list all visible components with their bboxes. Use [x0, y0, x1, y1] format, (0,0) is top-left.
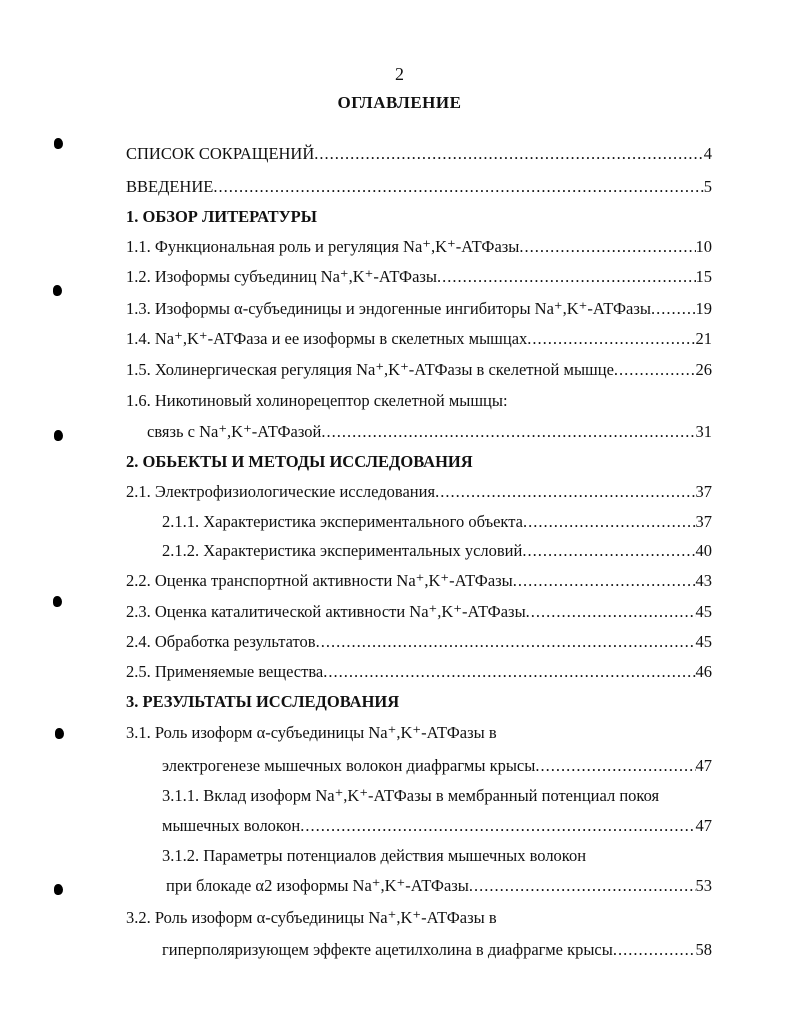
- toc-entry-3-2[interactable]: [162, 939, 712, 961]
- toc-page-number: 19: [695, 299, 712, 318]
- toc-entry-1-4[interactable]: [126, 328, 712, 350]
- leader-dots: [513, 570, 696, 592]
- leader-dots: [316, 631, 696, 653]
- toc-entry-2-2[interactable]: [126, 570, 712, 592]
- toc-page-number: 46: [695, 662, 712, 681]
- toc-entry-text: при блокаде α2 изоформы Na⁺,K⁺-АТФазы: [166, 876, 469, 895]
- toc-entry-2-4[interactable]: [126, 631, 712, 653]
- toc-page-number: 10: [695, 237, 712, 256]
- toc-entry-3-1-2-line1[interactable]: 3.1.2. Параметры потенциалов действия мышечных волокон: [162, 846, 587, 865]
- toc-entry-text: электрогенезе мышечных волокон диафрагмы крысы: [162, 756, 536, 775]
- toc-entry-text: 2.1.2. Характеристика экспериментальных условий: [162, 541, 523, 560]
- toc-page-number: 53: [695, 876, 712, 895]
- toc-entry-text: СПИСОК СОКРАЩЕНИЙ: [126, 144, 315, 163]
- toc-page-number: 37: [695, 512, 712, 531]
- leader-dots: [519, 236, 695, 258]
- toc-entry-1-5[interactable]: [126, 359, 712, 381]
- toc-entry-text: ВВЕДЕНИЕ: [126, 177, 214, 196]
- toc-entry-introduction[interactable]: [126, 176, 712, 198]
- toc-entry-text: мышечных волокон: [162, 816, 301, 835]
- leader-dots: [323, 661, 695, 683]
- leader-dots: [469, 875, 696, 897]
- toc-entry-text: 1.4. Na⁺,K⁺-АТФаза и ее изоформы в скелетных мышцах: [126, 329, 528, 348]
- leader-dots: [613, 939, 696, 961]
- toc-page-number: 31: [695, 422, 712, 441]
- toc-page-number: 4: [703, 144, 712, 163]
- leader-dots: [526, 601, 696, 623]
- toc-entry-2-1[interactable]: [126, 481, 712, 503]
- toc-entry-3-1-1[interactable]: [162, 815, 712, 837]
- page-number: 2: [395, 64, 404, 84]
- margin-speck: [54, 430, 63, 441]
- toc-entry-2-3[interactable]: [126, 601, 712, 623]
- leader-dots: [535, 755, 695, 777]
- toc-entry-text: 1.2. Изоформы субъединиц Na⁺,K⁺-АТФазы: [126, 267, 437, 286]
- toc-page-number: 45: [695, 602, 712, 621]
- toc-page-number: 58: [695, 940, 712, 959]
- leader-dots: [213, 176, 703, 198]
- toc-page-number: 26: [695, 360, 712, 379]
- toc-entry-text: 1.5. Холинергическая регуляция Na⁺,K⁺-АТФазы в скелетной мышце: [126, 360, 614, 379]
- leader-dots: [300, 815, 695, 837]
- toc-page-number: 43: [695, 571, 712, 590]
- toc-entry-1-6[interactable]: [147, 421, 712, 443]
- toc-entry-text: гиперполяризующем эффекте ацетилхолина в диафрагме крысы: [162, 940, 613, 959]
- leader-dots: [522, 540, 695, 562]
- toc-entry-1-6-line1[interactable]: 1.6. Никотиновый холинорецептор скелетной мышцы:: [126, 391, 508, 410]
- toc-entry-text: 2.2. Оценка транспортной активности Na⁺,K⁺-АТФазы: [126, 571, 513, 590]
- toc-page-number: 47: [695, 816, 712, 835]
- chapter-heading-2[interactable]: 2. ОБЬЕКТЫ И МЕТОДЫ ИССЛЕДОВАНИЯ: [126, 452, 473, 471]
- toc-page-number: 21: [695, 329, 712, 348]
- toc-entry-text: 1.1. Функциональная роль и регуляция Na⁺,K⁺-АТФазы: [126, 237, 520, 256]
- margin-speck: [53, 596, 62, 607]
- toc-entry-3-2-line1[interactable]: 3.2. Роль изоформ α-субъединицы Na⁺,K⁺-АТФазы в: [126, 908, 497, 927]
- toc-entry-text: 2.1. Электрофизиологические исследования: [126, 482, 436, 501]
- toc-entry-text: связь с Na⁺,K⁺-АТФазой: [147, 422, 322, 441]
- toc-entry-2-1-2[interactable]: [162, 540, 712, 562]
- page-title: ОГЛАВЛЕНИЕ: [337, 93, 462, 112]
- toc-page-number: 37: [695, 482, 712, 501]
- toc-entry-3-1-1-line1[interactable]: 3.1.1. Вклад изоформ Na⁺,K⁺-АТФазы в мембранный потенциал покоя: [162, 786, 660, 805]
- toc-entry-text: 1.3. Изоформы α-субъединицы и эндогенные ингибиторы Na⁺,K⁺-АТФазы: [126, 299, 651, 318]
- toc-entry-text: 2.1.1. Характеристика экспериментального объекта: [162, 512, 523, 531]
- leader-dots: [651, 298, 696, 320]
- toc-entry-1-3[interactable]: [126, 298, 712, 320]
- toc-entry-1-1[interactable]: [126, 236, 712, 258]
- toc-page-number: 5: [703, 177, 712, 196]
- toc-page-number: 15: [695, 267, 712, 286]
- toc-page-number: 47: [695, 756, 712, 775]
- toc-entry-1-2[interactable]: [126, 266, 712, 288]
- toc-page-number: 45: [695, 632, 712, 651]
- leader-dots: [437, 266, 696, 288]
- toc-entry-3-1-2[interactable]: [166, 875, 712, 897]
- margin-speck: [53, 285, 62, 296]
- toc-page-number: 40: [695, 541, 712, 560]
- leader-dots: [527, 328, 695, 350]
- toc-entry-2-5[interactable]: [126, 661, 712, 683]
- leader-dots: [435, 481, 695, 503]
- chapter-heading-3[interactable]: 3. РЕЗУЛЬТАТЫ ИССЛЕДОВАНИЯ: [126, 692, 400, 711]
- margin-speck: [54, 884, 63, 895]
- toc-entry-text: 2.3. Оценка каталитической активности Na⁺,K⁺-АТФазы: [126, 602, 526, 621]
- chapter-heading-1[interactable]: 1. ОБЗОР ЛИТЕРАТУРЫ: [126, 207, 317, 226]
- toc-entry-text: 2.4. Обработка результатов: [126, 632, 316, 651]
- leader-dots: [314, 143, 703, 165]
- toc-entry-abbreviations[interactable]: [126, 143, 712, 165]
- leader-dots: [321, 421, 695, 443]
- margin-speck: [55, 728, 64, 739]
- leader-dots: [614, 359, 696, 381]
- toc-entry-3-1[interactable]: [162, 755, 712, 777]
- toc-entry-text: 2.5. Применяемые вещества: [126, 662, 324, 681]
- toc-entry-2-1-1[interactable]: [162, 511, 712, 533]
- toc-entry-3-1-line1[interactable]: 3.1. Роль изоформ α-субъединицы Na⁺,K⁺-АТФазы в: [126, 723, 497, 742]
- margin-speck: [54, 138, 63, 149]
- leader-dots: [523, 511, 696, 533]
